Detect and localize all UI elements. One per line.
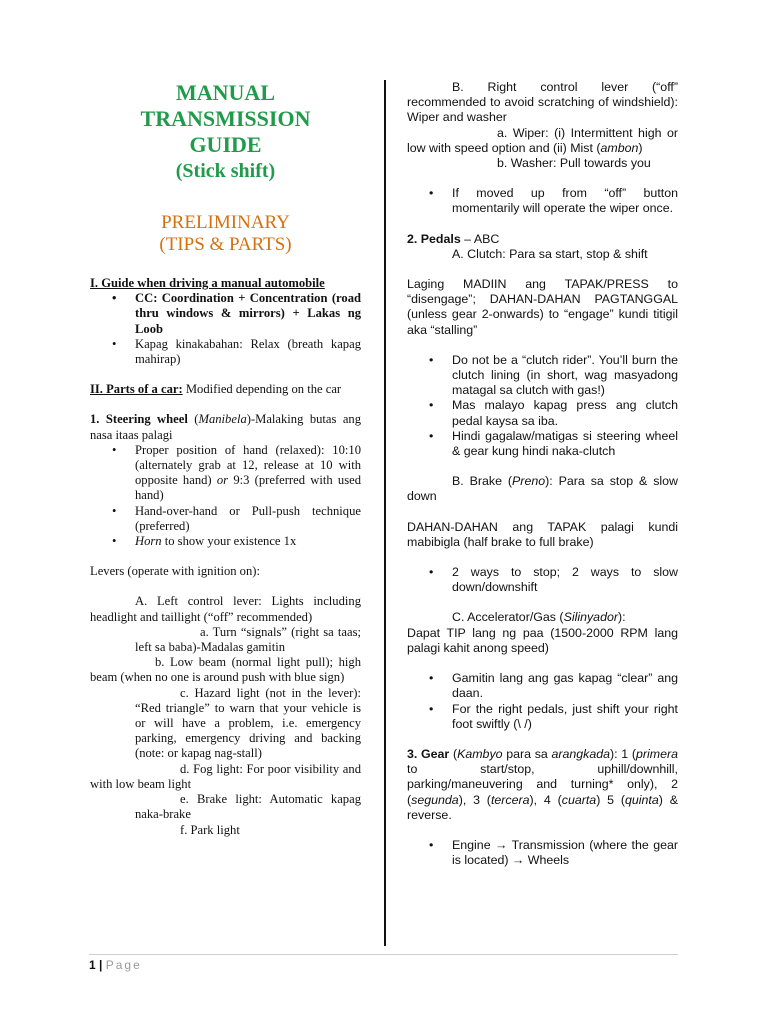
- steering-heading: 1. Steering wheel: [90, 412, 188, 427]
- list-item: • Gamitin lang ang gas kapag “clear” ang daan.: [407, 671, 678, 701]
- text: B. Brake (: [452, 474, 513, 489]
- text: C. Accelerator/Gas (: [452, 610, 564, 625]
- list-item: • If moved up from “off” button momentarily will operate the wiper once.: [407, 186, 678, 216]
- gas-list: [407, 671, 678, 732]
- text: Preno: [512, 474, 546, 489]
- text: Kambyo: [457, 746, 503, 761]
- title-line: MANUAL: [176, 80, 275, 105]
- text: ) & reverse.: [407, 792, 678, 822]
- lever-item: b. Low beam (normal light pull); high beam (when no one is around push with blue sign): [90, 655, 361, 685]
- text: ) 5 (: [596, 792, 625, 807]
- list-item: • Mas malayo kapag press ang clutch pedal kaysa sa iba.: [407, 398, 678, 428]
- list-item: • Engine → Transmission (where the gear is located) → Wheels: [407, 838, 678, 868]
- text: primera: [636, 746, 678, 761]
- gear-paragraph: [407, 747, 678, 823]
- title-line: TRANSMISSION: [140, 106, 311, 131]
- gas-label: [407, 610, 678, 625]
- text: – ABC: [460, 231, 500, 246]
- text: Proper position of hand (relaxed): 10:10 (alternately grab at 12, release at 10 with opposite hand): [135, 442, 361, 488]
- steering-text: )-Malaking butas ang nasa itaas palagi: [90, 412, 362, 442]
- section-heading-line: PRELIMINARY: [161, 212, 290, 233]
- lever-item: d. Fog light: For poor visibility and with low beam light: [90, 761, 361, 791]
- section-heading-line: (TIPS & PARTS): [159, 234, 292, 255]
- lever-item: e. Brake light: Automatic kapag naka-brake: [135, 792, 361, 822]
- text: tercera: [490, 792, 530, 807]
- page-footer: [89, 954, 678, 972]
- text: (: [449, 746, 458, 761]
- right-lever-label: B. Right control lever (“off” recommended to avoid scratching of windshield): Wiper and washer: [407, 80, 678, 125]
- lever-item: a. Turn “signals” (right sa taas; left sa baba)-Madalas gamitin: [135, 624, 361, 655]
- list-item: [90, 534, 361, 549]
- list-item: [90, 443, 361, 504]
- text: arangkada: [551, 746, 611, 761]
- horn-term: Horn: [135, 534, 162, 549]
- text: ): 1 (: [610, 746, 636, 761]
- text: (: [187, 412, 199, 427]
- document-title: [90, 80, 361, 158]
- brake-list: [407, 565, 678, 595]
- brake-label: [407, 474, 678, 504]
- title-line: GUIDE: [189, 132, 262, 157]
- parts-heading: II. Parts of a car:: [90, 382, 183, 397]
- list-item: • Do not be a “clutch rider”. You’ll burn the clutch lining (in short, wag masyadong matagal sa clutch with gas!): [407, 353, 678, 399]
- text: ):: [617, 610, 626, 625]
- levers-intro: Levers (operate with ignition on):: [90, 564, 260, 579]
- text: quinta: [625, 792, 659, 807]
- text: ): [638, 140, 643, 155]
- steering-paragraph: [90, 412, 361, 442]
- lever-item: f. Park light: [180, 822, 240, 837]
- text: or: [216, 473, 229, 488]
- list-item: • For the right pedals, just shift your right foot swiftly (\ /): [407, 702, 678, 732]
- parts-paragraph: [90, 382, 361, 397]
- clutch-note: Laging MADIIN ang TAPAK/PRESS to “disengage”; DAHAN-DAHAN PAGTANGGAL (unless gear 2-onwards) to “engage” kundi titigil aka “stalling”: [407, 277, 678, 337]
- page-word: Page: [105, 958, 142, 972]
- left-column: [90, 80, 361, 838]
- text: cuarta: [561, 792, 597, 807]
- lever-item: b. Washer: Pull towards you: [497, 156, 651, 171]
- text: segunda: [411, 792, 459, 807]
- gear-heading: 3. Gear: [407, 746, 450, 761]
- gas-note: Dapat TIP lang ng paa (1500-2000 RPM lang palagi kahit anong speed): [407, 625, 678, 655]
- pedals-paragraph: [407, 232, 678, 247]
- list-item: • 2 ways to stop; 2 ways to slow down/downshift: [407, 565, 678, 595]
- text: to start/stop, uphill/downhill, parking/maneuvering and turning* only), 2 (: [407, 762, 678, 807]
- parts-text: Modified depending on the car: [182, 382, 342, 397]
- guide-heading: I. Guide when driving a manual automobile: [90, 276, 325, 290]
- list-item: • CC: Coordination + Concentration (road thru windows & mirrors) + Lakas ng Loob: [90, 291, 361, 337]
- clutch-label: A. Clutch: Para sa start, stop & shift: [452, 246, 648, 261]
- text: Silinyador: [563, 610, 618, 625]
- lever-item: c. Hazard light (not in the lever): “Red triangle” to warn that your vehicle is or will have a problem, i.e. emergency parking, emergency driving and backing (note: or kapag nag-stall): [135, 685, 361, 761]
- footer-separator: |: [95, 958, 106, 972]
- document-subtitle: (Stick shift): [175, 160, 276, 182]
- gear-list: [407, 838, 678, 868]
- text: to show your existence 1x: [161, 534, 297, 549]
- list-item: • Hindi gagalaw/matigas si steering wheel & gear kung hindi naka-clutch: [407, 429, 678, 459]
- page-number: 1: [89, 958, 96, 972]
- list-item: • Kapag kinakabahan: Relax (breath kapag mahirap): [90, 337, 361, 367]
- text: 9:3 (preferred with used hand): [135, 473, 361, 503]
- section-heading: [90, 212, 361, 256]
- brake-note: DAHAN-DAHAN ang TAPAK palagi kundi mabibigla (half brake to full brake): [407, 519, 678, 549]
- list-item: • Hand-over-hand or Pull-push technique (preferred): [90, 504, 361, 534]
- left-lever-label: A. Left control lever: Lights including headlight and taillight (“off” recommended): [90, 594, 361, 624]
- right-column: [407, 80, 678, 868]
- steering-list: [90, 443, 361, 549]
- wiper-list: [407, 186, 678, 216]
- text: ): Para sa stop & slow down: [407, 474, 679, 504]
- clutch-list: [407, 353, 678, 459]
- text: a. Wiper: (i) Intermittent high or low with speed option and (ii) Mist (: [407, 125, 678, 155]
- steering-term: Manibela: [198, 412, 247, 427]
- text: ), 4 (: [529, 792, 562, 807]
- lever-item: [407, 126, 678, 156]
- guide-list: [90, 291, 361, 367]
- text: ambon: [600, 140, 639, 155]
- text: ), 3 (: [458, 792, 491, 807]
- pedals-heading: 2. Pedals: [407, 231, 461, 246]
- text: para sa: [502, 746, 552, 761]
- column-divider: [384, 80, 386, 946]
